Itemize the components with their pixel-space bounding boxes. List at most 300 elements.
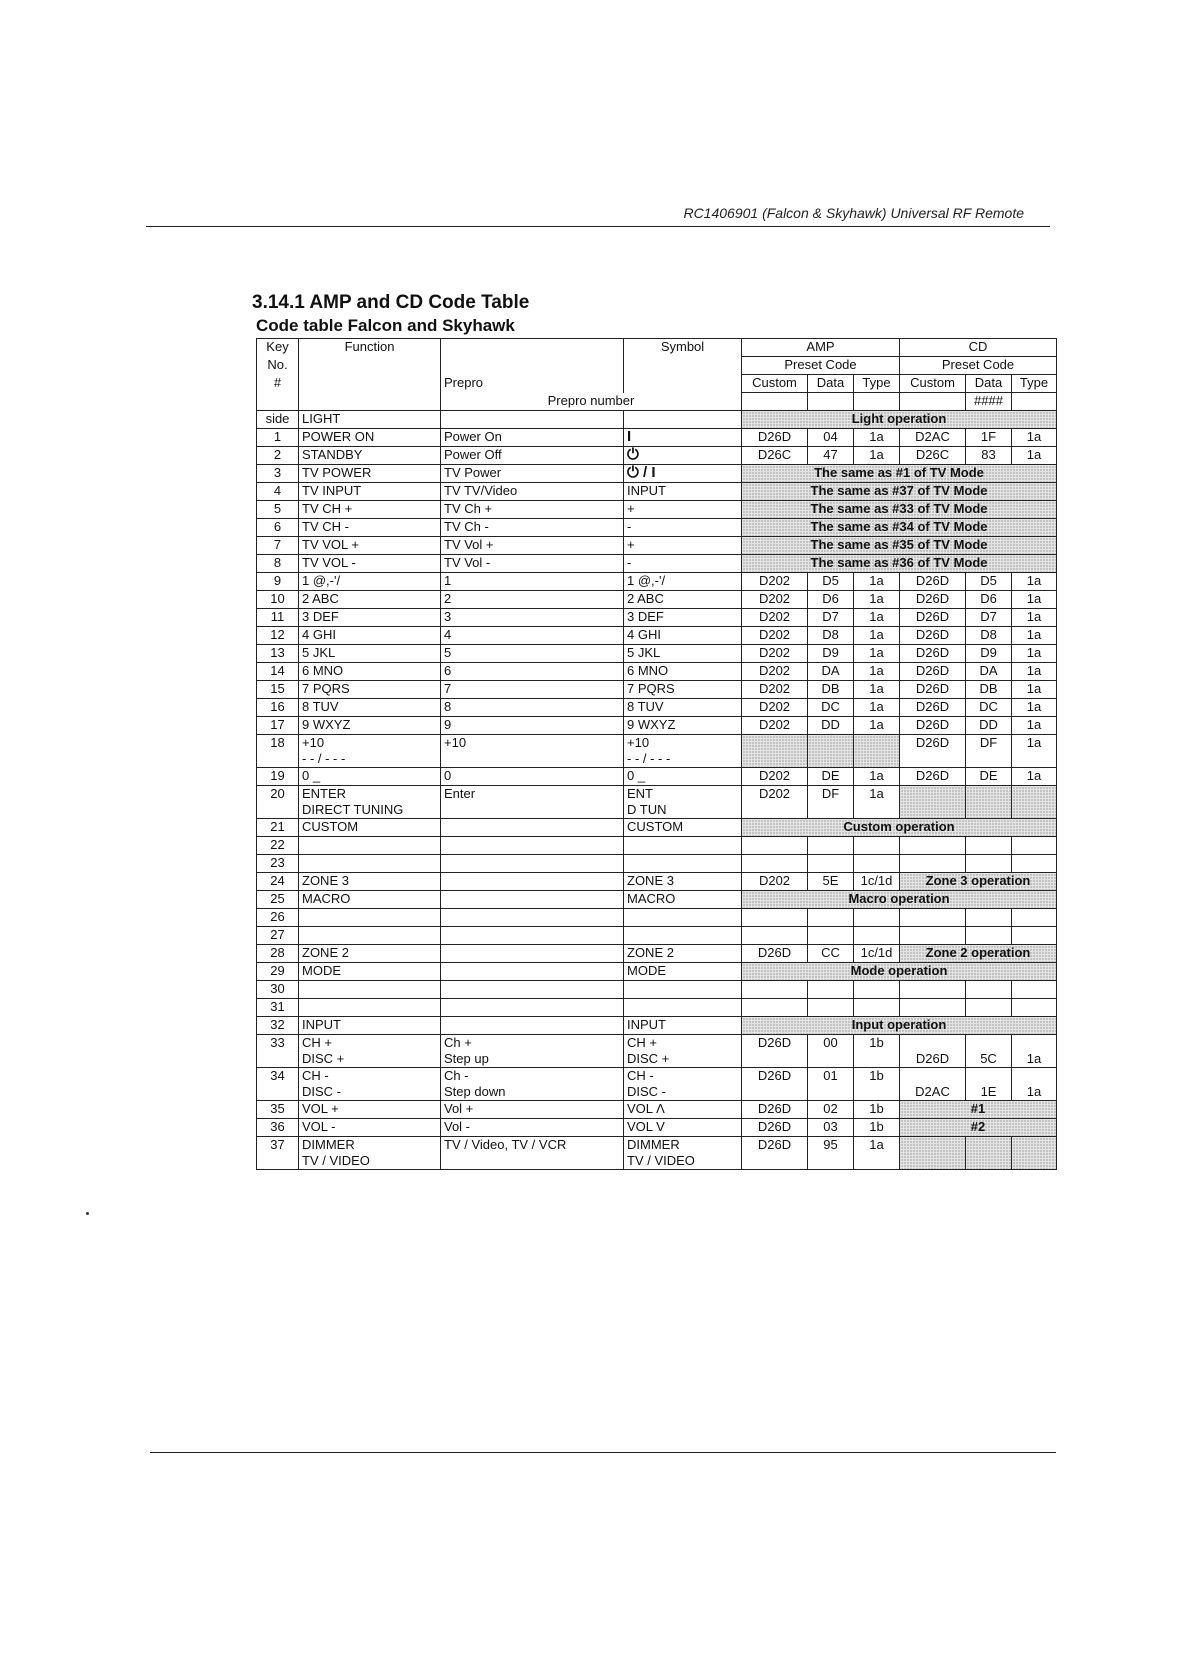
symbol-cell-line2: DISC - (627, 1084, 666, 1099)
header-amp-data: Data (808, 375, 854, 393)
symbol-cell: 7 PQRS (627, 681, 675, 696)
symbol-cell: CH + (627, 1035, 657, 1050)
document-header-title: RC1406901 (Falcon & Skyhawk) Universal RF Remote (683, 205, 1024, 221)
prepro-cell: Enter (444, 786, 476, 801)
cd-custom (900, 999, 966, 1017)
cd-type: 1a (1012, 447, 1057, 465)
amp-data: D9 (808, 645, 854, 663)
cd-data: DA (966, 663, 1012, 681)
cd-custom: D26D (900, 699, 966, 717)
symbol-cell: CH - (627, 1068, 654, 1083)
table-header-row (257, 357, 1057, 375)
prepro-cell-line2: Step down (444, 1084, 506, 1099)
cd-type: 1a (1012, 1068, 1057, 1101)
table-subtitle: Code table Falcon and Skyhawk (256, 316, 515, 335)
table-row (257, 699, 1057, 717)
symbol-cell: CUSTOM (627, 819, 684, 834)
amp-data (808, 927, 854, 945)
cd-type (1012, 837, 1057, 855)
table-row (257, 1035, 1057, 1068)
key-number: 30 (257, 981, 299, 999)
function-cell: +10 (302, 735, 325, 750)
prepro-cell-line2: Step up (444, 1051, 489, 1066)
header-amp: AMP (742, 339, 900, 357)
amp-data: CC (808, 945, 854, 963)
prepro-cell: TV Power (444, 465, 502, 480)
amp-type: 1a (854, 591, 900, 609)
table-row (257, 447, 1057, 465)
function-cell: 2 ABC (302, 591, 339, 606)
amp-custom: D202 (742, 609, 808, 627)
cd-custom: D26D (900, 645, 966, 663)
symbol-cell: 6 MNO (627, 663, 669, 678)
symbol-cell: +10 (627, 735, 650, 750)
amp-type: 1a (854, 429, 900, 447)
key-number: 15 (257, 681, 299, 699)
table-row (257, 537, 1057, 555)
cd-data (966, 981, 1012, 999)
cd-custom: D2AC (900, 1068, 966, 1101)
cd-type: 1a (1012, 717, 1057, 735)
amp-type: 1a (854, 717, 900, 735)
amp-custom (742, 909, 808, 927)
key-number: 7 (257, 537, 299, 555)
table-row (257, 1119, 1057, 1137)
function-cell: VOL + (302, 1101, 339, 1116)
table-row (257, 429, 1057, 447)
symbol-cell: + (627, 537, 635, 552)
amp-type: 1c/1d (854, 945, 900, 963)
function-cell: 3 DEF (302, 609, 339, 624)
table-row (257, 891, 1057, 909)
function-cell: TV CH - (302, 519, 349, 534)
amp-type: 1a (854, 663, 900, 681)
cd-type: 1a (1012, 663, 1057, 681)
amp-data: D5 (808, 573, 854, 591)
cd-data (966, 927, 1012, 945)
function-cell: 4 GHI (302, 627, 336, 642)
function-cell: CH + (302, 1035, 332, 1050)
key-number: 19 (257, 768, 299, 786)
shaded-operation-note: Custom operation (742, 819, 1057, 837)
amp-custom: D202 (742, 645, 808, 663)
scan-speck (86, 1212, 89, 1215)
table-row (257, 963, 1057, 981)
amp-data (808, 909, 854, 927)
key-number: 23 (257, 855, 299, 873)
table-row (257, 483, 1057, 501)
amp-type: 1a (854, 699, 900, 717)
shaded-operation-note: Light operation (742, 411, 1057, 429)
function-cell: POWER ON (302, 429, 375, 444)
symbol-cell: 4 GHI (627, 627, 661, 642)
cd-data: DD (966, 717, 1012, 735)
amp-custom: D202 (742, 591, 808, 609)
amp-type: 1b (854, 1068, 900, 1101)
key-number: 21 (257, 819, 299, 837)
amp-type: 1c/1d (854, 873, 900, 891)
table-row (257, 645, 1057, 663)
prepro-cell: 2 (444, 591, 452, 606)
prepro-cell: 9 (444, 717, 452, 732)
table-row (257, 555, 1057, 573)
key-number: 13 (257, 645, 299, 663)
shaded-operation-note: The same as #33 of TV Mode (742, 501, 1057, 519)
function-cell: 8 TUV (302, 699, 339, 714)
shaded-operation-note: The same as #37 of TV Mode (742, 483, 1057, 501)
function-cell-line2: DISC + (302, 1051, 345, 1066)
amp-custom: D202 (742, 663, 808, 681)
amp-data: DD (808, 717, 854, 735)
header-prepro-number: Prepro number (441, 393, 742, 411)
function-cell: ZONE 2 (302, 945, 349, 960)
cd-custom: D26D (900, 768, 966, 786)
shaded-operation-note: Macro operation (742, 891, 1057, 909)
header-cd-type: Type (1012, 375, 1057, 393)
key-number: 14 (257, 663, 299, 681)
shaded-operation-note: The same as #34 of TV Mode (742, 519, 1057, 537)
cd-custom (900, 837, 966, 855)
amp-custom: D202 (742, 573, 808, 591)
shaded-operation-note: The same as #35 of TV Mode (742, 537, 1057, 555)
amp-data (808, 855, 854, 873)
key-number: 18 (257, 735, 299, 768)
table-row (257, 501, 1057, 519)
header-cd: CD (900, 339, 1057, 357)
amp-type: 1b (854, 1119, 900, 1137)
cd-data: 5C (966, 1035, 1012, 1068)
key-number: 25 (257, 891, 299, 909)
function-cell: INPUT (302, 1017, 341, 1032)
key-number: 22 (257, 837, 299, 855)
function-cell: TV INPUT (302, 483, 362, 498)
key-number: 35 (257, 1101, 299, 1119)
symbol-cell-line2: D TUN (627, 802, 667, 817)
amp-custom: D202 (742, 681, 808, 699)
header-function: Function (299, 339, 441, 357)
symbol-cell: INPUT (627, 483, 666, 498)
prepro-cell: TV Vol - (444, 555, 491, 570)
amp-custom: D202 (742, 627, 808, 645)
table-row (257, 609, 1057, 627)
amp-data (808, 735, 854, 768)
cd-type: 1a (1012, 681, 1057, 699)
header-prepro-blank (441, 339, 624, 357)
amp-data: 5E (808, 873, 854, 891)
key-number: 32 (257, 1017, 299, 1035)
table-row (257, 909, 1057, 927)
footer-rule (150, 1452, 1056, 1453)
table-row (257, 465, 1057, 483)
symbol-cell: 8 TUV (627, 699, 664, 714)
symbol-cell: - (627, 555, 632, 570)
cd-custom: D26D (900, 1035, 966, 1068)
table-row (257, 927, 1057, 945)
amp-custom: D202 (742, 786, 808, 819)
cd-custom: D26D (900, 609, 966, 627)
prepro-cell: +10 (444, 735, 467, 750)
cd-custom: D26D (900, 591, 966, 609)
amp-custom: D26D (742, 945, 808, 963)
prepro-cell: 6 (444, 663, 452, 678)
table-row (257, 837, 1057, 855)
cd-custom: D26D (900, 573, 966, 591)
amp-data: D6 (808, 591, 854, 609)
symbol-cell: 9 WXYZ (627, 717, 676, 732)
cd-data: D6 (966, 591, 1012, 609)
amp-type: 1a (854, 768, 900, 786)
prepro-cell: TV Vol + (444, 537, 494, 552)
function-cell: ENTER (302, 786, 347, 801)
key-number: 10 (257, 591, 299, 609)
prepro-cell: TV TV/Video (444, 483, 518, 498)
header-key: Key (257, 339, 299, 357)
amp-custom (742, 855, 808, 873)
cd-data: D7 (966, 609, 1012, 627)
amp-data: 47 (808, 447, 854, 465)
table-row (257, 999, 1057, 1017)
amp-data: 95 (808, 1137, 854, 1170)
cd-data (966, 999, 1012, 1017)
amp-custom (742, 735, 808, 768)
amp-type: 1a (854, 609, 900, 627)
key-number: 8 (257, 555, 299, 573)
amp-custom: D26D (742, 1068, 808, 1101)
prepro-cell: TV Ch - (444, 519, 489, 534)
cd-custom: D26C (900, 447, 966, 465)
function-cell: MACRO (302, 891, 351, 906)
key-number: side (257, 411, 299, 429)
table-row (257, 945, 1057, 963)
symbol-cell: 2 ABC (627, 591, 664, 606)
cd-type (1012, 855, 1057, 873)
key-number: 36 (257, 1119, 299, 1137)
table-row (257, 627, 1057, 645)
amp-data: DE (808, 768, 854, 786)
cd-reference: #2 (900, 1119, 1057, 1137)
symbol-cell: ⏻ (627, 446, 639, 463)
amp-custom (742, 999, 808, 1017)
amp-custom: D26D (742, 1137, 808, 1170)
key-number: 5 (257, 501, 299, 519)
header-key-no: No. (257, 357, 299, 375)
amp-type (854, 981, 900, 999)
table-row (257, 681, 1057, 699)
symbol-cell: MACRO (627, 891, 676, 906)
amp-type (854, 855, 900, 873)
table-row (257, 573, 1057, 591)
amp-data: 04 (808, 429, 854, 447)
table-row (257, 768, 1057, 786)
table-row (257, 591, 1057, 609)
cd-type (1012, 1137, 1057, 1170)
shaded-operation-note: The same as #1 of TV Mode (742, 465, 1057, 483)
cd-data: D9 (966, 645, 1012, 663)
prepro-cell: Ch - (444, 1068, 469, 1083)
amp-type: 1a (854, 627, 900, 645)
key-number: 33 (257, 1035, 299, 1068)
cd-type: 1a (1012, 591, 1057, 609)
function-cell-line2: DIRECT TUNING (302, 802, 404, 817)
cd-type: 1a (1012, 609, 1057, 627)
cd-type: 1a (1012, 768, 1057, 786)
symbol-cell: ZONE 2 (627, 945, 674, 960)
symbol-cell: VOL Λ (627, 1101, 665, 1116)
key-number: 3 (257, 465, 299, 483)
function-cell: CUSTOM (302, 819, 359, 834)
zone-operation-note: Zone 3 operation (900, 873, 1057, 891)
prepro-cell: 7 (444, 681, 452, 696)
prepro-cell: 4 (444, 627, 452, 642)
table-row (257, 873, 1057, 891)
prepro-cell: 0 (444, 768, 452, 783)
cd-type: 1a (1012, 699, 1057, 717)
cd-type: 1a (1012, 429, 1057, 447)
table-row (257, 1068, 1057, 1101)
header-amp-custom: Custom (742, 375, 808, 393)
cd-data (966, 837, 1012, 855)
amp-cd-code-table (256, 338, 1057, 1170)
key-number: 12 (257, 627, 299, 645)
amp-custom: D26D (742, 1119, 808, 1137)
amp-type (854, 735, 900, 768)
prepro-cell: 3 (444, 609, 452, 624)
symbol-cell-line2: TV / VIDEO (627, 1153, 695, 1168)
symbol-cell: - (627, 519, 632, 534)
function-cell: LIGHT (302, 411, 341, 426)
function-cell: TV VOL + (302, 537, 359, 552)
function-cell: TV CH + (302, 501, 353, 516)
table-row (257, 411, 1057, 429)
function-cell: ZONE 3 (302, 873, 349, 888)
table-row (257, 819, 1057, 837)
header-symbol: Symbol (624, 339, 742, 357)
prepro-cell: Power On (444, 429, 502, 444)
symbol-cell: ENT (627, 786, 653, 801)
amp-type: 1a (854, 447, 900, 465)
table-row (257, 981, 1057, 999)
key-number: 28 (257, 945, 299, 963)
header-cd-hash: #### (966, 393, 1012, 411)
header-cd-data: Data (966, 375, 1012, 393)
amp-data (808, 981, 854, 999)
cd-data: 1F (966, 429, 1012, 447)
function-cell: 5 JKL (302, 645, 336, 660)
cd-type (1012, 999, 1057, 1017)
function-cell: 6 MNO (302, 663, 344, 678)
prepro-cell: Power Off (444, 447, 502, 462)
symbol-cell: 0 _ (627, 768, 646, 783)
key-number: 9 (257, 573, 299, 591)
amp-type (854, 927, 900, 945)
amp-custom: D202 (742, 699, 808, 717)
amp-data: 01 (808, 1068, 854, 1101)
key-number: 11 (257, 609, 299, 627)
header-amp-type: Type (854, 375, 900, 393)
cd-type (1012, 927, 1057, 945)
amp-type (854, 837, 900, 855)
key-number: 6 (257, 519, 299, 537)
amp-data: D7 (808, 609, 854, 627)
header-key-hash: # (257, 375, 299, 393)
key-number: 27 (257, 927, 299, 945)
cd-type: 1a (1012, 573, 1057, 591)
amp-data: DB (808, 681, 854, 699)
table-row (257, 1137, 1057, 1170)
function-cell: VOL - (302, 1119, 336, 1134)
header-cd-preset: Preset Code (900, 357, 1057, 375)
cd-data: D8 (966, 627, 1012, 645)
cd-data (966, 786, 1012, 819)
cd-data: DF (966, 735, 1012, 768)
prepro-cell: Vol - (444, 1119, 471, 1134)
prepro-cell: 8 (444, 699, 452, 714)
function-cell: 1 @,-'/ (302, 573, 341, 588)
key-number: 20 (257, 786, 299, 819)
amp-data: DC (808, 699, 854, 717)
cd-custom (900, 786, 966, 819)
cd-type: 1a (1012, 627, 1057, 645)
function-cell: 7 PQRS (302, 681, 350, 696)
table-row (257, 735, 1057, 768)
cd-data: 83 (966, 447, 1012, 465)
function-cell: MODE (302, 963, 341, 978)
amp-data: DF (808, 786, 854, 819)
amp-type: 1b (854, 1035, 900, 1068)
table-header-row (257, 375, 1057, 393)
cd-type: 1a (1012, 735, 1057, 768)
cd-custom: D26D (900, 681, 966, 699)
table-row (257, 786, 1057, 819)
amp-custom: D26D (742, 1035, 808, 1068)
cd-custom: D2AC (900, 429, 966, 447)
amp-type: 1a (854, 681, 900, 699)
symbol-cell: MODE (627, 963, 666, 978)
symbol-cell: I (627, 428, 632, 445)
symbol-cell: VOL V (627, 1119, 665, 1134)
cd-data (966, 909, 1012, 927)
table-row (257, 519, 1057, 537)
amp-type (854, 999, 900, 1017)
function-cell-line2: DISC - (302, 1084, 341, 1099)
amp-custom (742, 981, 808, 999)
cd-custom: D26D (900, 717, 966, 735)
function-cell: TV POWER (302, 465, 372, 480)
amp-type: 1a (854, 573, 900, 591)
amp-custom: D26D (742, 429, 808, 447)
amp-type (854, 909, 900, 927)
cd-custom (900, 855, 966, 873)
cd-type (1012, 909, 1057, 927)
symbol-cell: DIMMER (627, 1137, 680, 1152)
symbol-cell-line2: - - / - - - (627, 751, 671, 766)
symbol-cell: + (627, 501, 635, 516)
key-number: 24 (257, 873, 299, 891)
prepro-cell-line2: TV / Video, TV / VCR (444, 1137, 567, 1152)
header-rule (146, 226, 1050, 227)
amp-custom: D202 (742, 768, 808, 786)
amp-data (808, 837, 854, 855)
cd-custom (900, 1137, 966, 1170)
prepro-cell: Ch + (444, 1035, 472, 1050)
shaded-operation-note: Mode operation (742, 963, 1057, 981)
zone-operation-note: Zone 2 operation (900, 945, 1057, 963)
amp-type: 1a (854, 1137, 900, 1170)
cd-custom (900, 981, 966, 999)
cd-type: 1a (1012, 645, 1057, 663)
amp-data: D8 (808, 627, 854, 645)
amp-data: 00 (808, 1035, 854, 1068)
